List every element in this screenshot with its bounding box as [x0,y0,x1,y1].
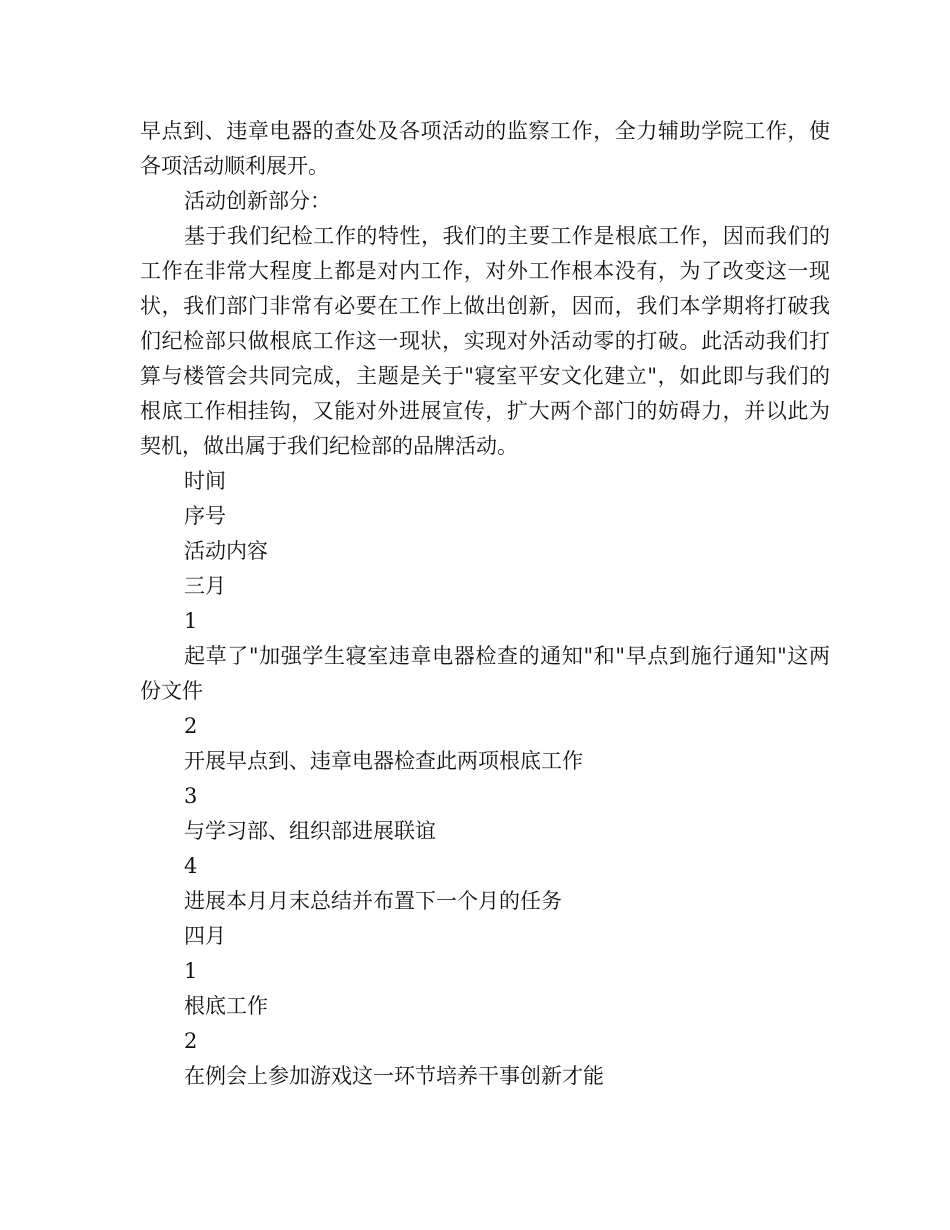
march-item-4-text: 进展本月月末总结并布置下一个月的任务 [184,889,562,913]
table-header-seq: 序号 [184,504,226,528]
paragraph-innovation: 基于我们纪检工作的特性，我们的主要工作是根底工作，因而我们的工作在非常大程度上都是对内工作，对外工作根本没有，为了改变这一现状，我们部门非常有必要在工作上做出创新，因而，我们本学期将打破我们纪检部只做根底工作这一现状，实现对外活动零的打破。此活动我们打算与楼管会共同完成，主题是关于"寝室平安文化建立"，如此即与我们的根底工作相挂钩，又能对外进展宣传，扩大两个部门的妨碍力，并以此为契机，做出属于我们纪检部的品牌活动。 [140,224,830,458]
document-body [140,114,830,1094]
april-item-2-no: 2 [184,1029,198,1053]
section-heading-innovation: 活动创新部分： [184,189,331,213]
march-item-1-no: 1 [184,609,198,633]
march-item-1-text: 起草了"加强学生寝室违章电器检查的通知"和"早点到施行通知"这两份文件 [140,644,830,703]
april-item-1-text: 根底工作 [184,994,268,1018]
march-item-3-text: 与学习部、组织部进展联谊 [184,819,436,843]
april-item-2-text: 在例会上参加游戏这一环节培养干事创新才能 [184,1064,604,1088]
march-item-2-text: 开展早点到、违章电器检查此两项根底工作 [184,749,583,773]
table-header-content: 活动内容 [184,539,268,563]
march-item-2-no: 2 [184,714,198,738]
table-header-time: 时间 [184,469,226,493]
march-item-4-no: 4 [184,854,198,878]
month-march: 三月 [184,574,226,598]
paragraph-continuation: 早点到、违章电器的查处及各项活动的监察工作，全力辅助学院工作，使各项活动顺利展开。 [140,119,830,178]
month-april: 四月 [184,924,226,948]
april-item-1-no: 1 [184,959,198,983]
march-item-3-no: 3 [184,784,198,808]
